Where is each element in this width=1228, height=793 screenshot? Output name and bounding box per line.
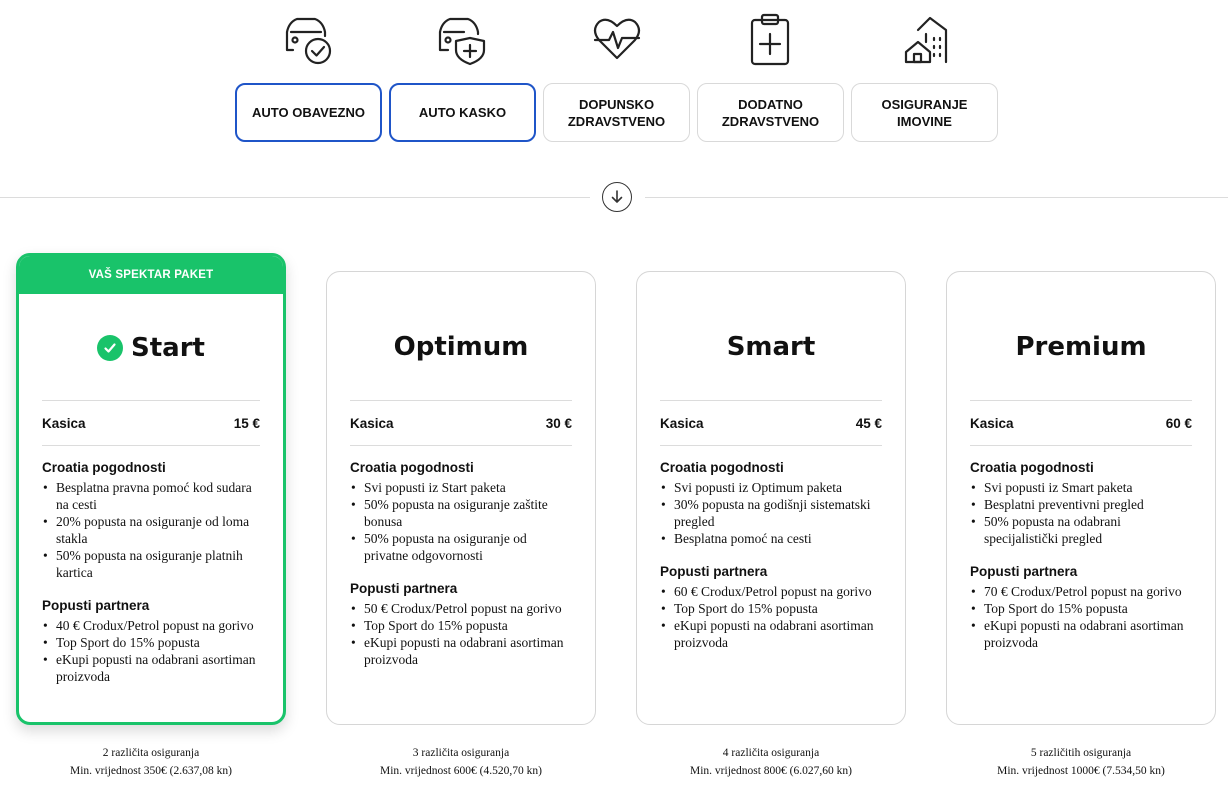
partner-discounts-list bbox=[660, 583, 882, 651]
kasica-row bbox=[350, 401, 572, 445]
divider bbox=[42, 445, 260, 446]
list-item: • Top Sport do 15% popusta bbox=[660, 600, 882, 617]
list-item: • Top Sport do 15% popusta bbox=[970, 600, 1192, 617]
partner-discounts-title: Popusti partnera bbox=[660, 564, 768, 579]
min-value: Min. vrijednost 350€ (2.637,08 kn) bbox=[70, 765, 232, 777]
package-footer-optimum bbox=[326, 744, 596, 780]
min-value: Min. vrijednost 600€ (4.520,70 kn) bbox=[380, 765, 542, 777]
kasica-row bbox=[970, 401, 1192, 445]
insurance-count: 5 različitih osiguranja bbox=[1030, 747, 1132, 759]
package-footer-premium bbox=[946, 744, 1216, 780]
list-item: • 40 € Crodux/Petrol popust na gorivo bbox=[42, 617, 260, 634]
package-title bbox=[327, 325, 595, 369]
croatia-benefits-title: Croatia pogodnosti bbox=[42, 460, 166, 475]
list-item: • eKupi popusti na odabrani asortiman proizvoda bbox=[970, 617, 1192, 651]
list-item: • eKupi popusti na odabrani asortiman proizvoda bbox=[42, 651, 260, 685]
croatia-benefits-list bbox=[350, 479, 572, 564]
tab-osiguranje-imovine[interactable]: OSIGURANJE IMOVINE bbox=[851, 83, 998, 142]
croatia-benefits-title: Croatia pogodnosti bbox=[970, 460, 1094, 475]
croatia-benefits-list bbox=[42, 479, 260, 581]
kasica-value: 15 € bbox=[233, 415, 260, 431]
insurance-count: 2 različita osiguranja bbox=[102, 747, 200, 759]
category-tabs bbox=[235, 83, 998, 142]
tab-auto-kasko[interactable]: AUTO KASKO bbox=[389, 83, 536, 142]
check-icon bbox=[97, 335, 123, 361]
partner-discounts-list bbox=[42, 617, 260, 685]
list-item: • Svi popusti iz Smart paketa bbox=[970, 479, 1192, 496]
divider bbox=[660, 445, 882, 446]
tab-dodatno-zdravstveno[interactable]: DODATNO ZDRAVSTVENO bbox=[697, 83, 844, 142]
partner-discounts-list bbox=[970, 583, 1192, 651]
heart-pulse-icon bbox=[587, 12, 647, 68]
package-card-start[interactable] bbox=[16, 253, 286, 725]
list-item: • 50% popusta na odabrani specijalistički pregled bbox=[970, 513, 1192, 547]
package-title bbox=[637, 325, 905, 369]
section-divider-right bbox=[645, 197, 1228, 198]
package-card-optimum[interactable] bbox=[326, 271, 596, 725]
list-item: • Besplatna pravna pomoć kod sudara na cesti bbox=[42, 479, 260, 513]
insurance-count: 3 različita osiguranja bbox=[412, 747, 510, 759]
package-name: Smart bbox=[726, 332, 816, 362]
partner-discounts-title: Popusti partnera bbox=[970, 564, 1078, 579]
list-item: • 70 € Crodux/Petrol popust na gorivo bbox=[970, 583, 1192, 600]
min-value: Min. vrijednost 800€ (6.027,60 kn) bbox=[690, 765, 852, 777]
package-title bbox=[19, 326, 283, 370]
insurance-count: 4 različita osiguranja bbox=[722, 747, 820, 759]
package-footer-start bbox=[16, 744, 286, 780]
car-shield-icon bbox=[432, 12, 492, 68]
kasica-value: 45 € bbox=[855, 415, 882, 431]
croatia-benefits-list bbox=[970, 479, 1192, 547]
kasica-label: Kasica bbox=[660, 415, 704, 431]
croatia-benefits-title: Croatia pogodnosti bbox=[660, 460, 784, 475]
list-item: • Svi popusti iz Optimum paketa bbox=[660, 479, 882, 496]
croatia-benefits-title: Croatia pogodnosti bbox=[350, 460, 474, 475]
croatia-benefits-list bbox=[660, 479, 882, 547]
divider bbox=[350, 445, 572, 446]
section-divider-left bbox=[0, 197, 590, 198]
list-item: • 20% popusta na osiguranje od loma stakla bbox=[42, 513, 260, 547]
arrow-down-icon bbox=[609, 189, 625, 205]
selected-package-banner: VAŠ SPEKTAR PAKET bbox=[19, 256, 283, 294]
kasica-value: 30 € bbox=[545, 415, 572, 431]
list-item: • Top Sport do 15% popusta bbox=[350, 617, 572, 634]
medical-clipboard-icon bbox=[740, 12, 800, 68]
partner-discounts-list bbox=[350, 600, 572, 668]
car-check-icon bbox=[279, 12, 339, 68]
list-item: • eKupi popusti na odabrani asortiman proizvoda bbox=[350, 634, 572, 668]
package-name: Start bbox=[131, 333, 205, 363]
scroll-down-button[interactable] bbox=[602, 182, 632, 212]
package-card-premium[interactable] bbox=[946, 271, 1216, 725]
buildings-icon bbox=[896, 12, 956, 68]
min-value: Min. vrijednost 1000€ (7.534,50 kn) bbox=[997, 765, 1165, 777]
package-name: Premium bbox=[1015, 332, 1147, 362]
list-item: • Besplatna pomoć na cesti bbox=[660, 530, 882, 547]
kasica-label: Kasica bbox=[350, 415, 394, 431]
divider bbox=[970, 445, 1192, 446]
list-item: • Besplatni preventivni pregled bbox=[970, 496, 1192, 513]
package-title bbox=[947, 325, 1215, 369]
kasica-label: Kasica bbox=[970, 415, 1014, 431]
kasica-row bbox=[42, 401, 260, 445]
category-icon-row bbox=[0, 12, 1228, 72]
kasica-value: 60 € bbox=[1165, 415, 1192, 431]
list-item: • 30% popusta na godišnji sistematski pregled bbox=[660, 496, 882, 530]
kasica-label: Kasica bbox=[42, 415, 86, 431]
package-card-smart[interactable] bbox=[636, 271, 906, 725]
list-item: • 60 € Crodux/Petrol popust na gorivo bbox=[660, 583, 882, 600]
list-item: • 50% popusta na osiguranje zaštite bonusa bbox=[350, 496, 572, 530]
tab-auto-obavezno[interactable]: AUTO OBAVEZNO bbox=[235, 83, 382, 142]
package-footer-smart bbox=[636, 744, 906, 780]
list-item: • 50% popusta na osiguranje od privatne odgovornosti bbox=[350, 530, 572, 564]
list-item: • Svi popusti iz Start paketa bbox=[350, 479, 572, 496]
kasica-row bbox=[660, 401, 882, 445]
partner-discounts-title: Popusti partnera bbox=[350, 581, 458, 596]
package-name: Optimum bbox=[393, 332, 529, 362]
list-item: • Top Sport do 15% popusta bbox=[42, 634, 260, 651]
partner-discounts-title: Popusti partnera bbox=[42, 598, 150, 613]
list-item: • eKupi popusti na odabrani asortiman proizvoda bbox=[660, 617, 882, 651]
tab-dopunsko-zdravstveno[interactable]: DOPUNSKO ZDRAVSTVENO bbox=[543, 83, 690, 142]
list-item: • 50 € Crodux/Petrol popust na gorivo bbox=[350, 600, 572, 617]
list-item: • 50% popusta na osiguranje platnih kartica bbox=[42, 547, 260, 581]
